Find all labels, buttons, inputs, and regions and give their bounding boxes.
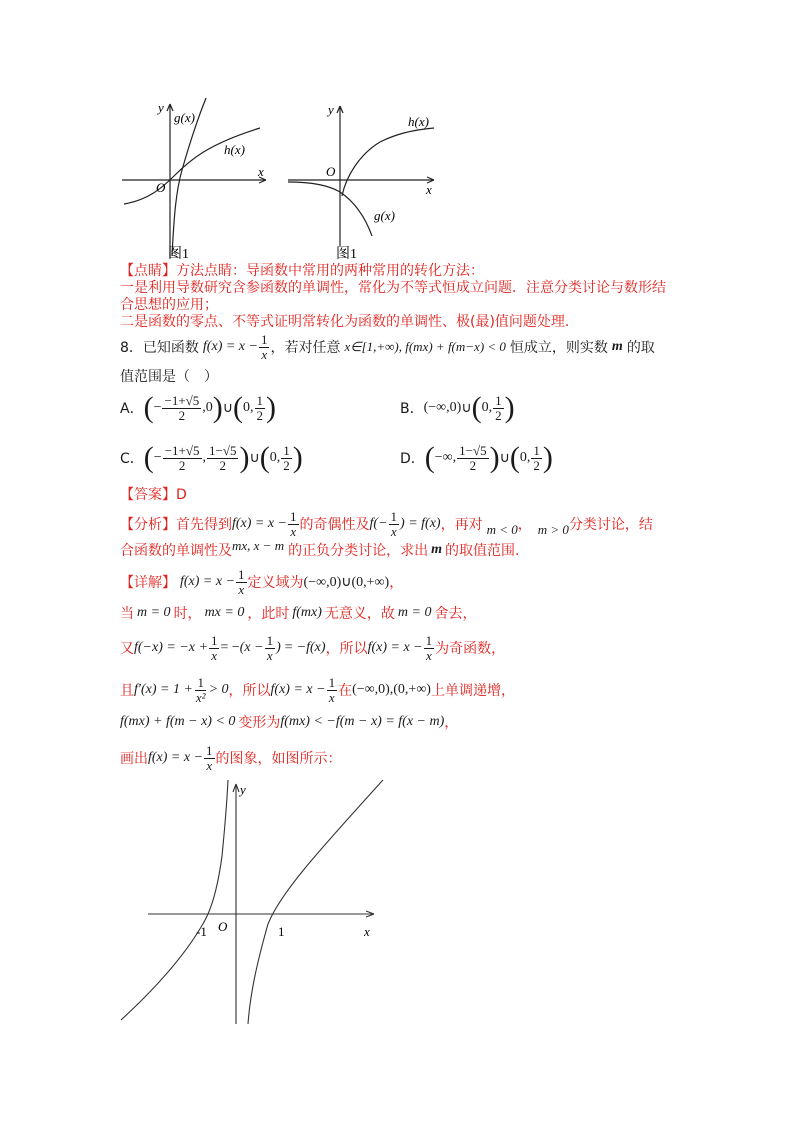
function-graph — [118, 776, 394, 1026]
figure-left — [118, 96, 288, 264]
h-curve — [124, 128, 260, 204]
analysis-line-1: 【分析】 首先得到 f(x) = x − $\frac{1}{x}$ 的奇偶性及 f(− $\frac{1}{x}$ ) = f(x) ，再对 m < 0 ， m > 0 分类讨论，结 — [120, 508, 653, 539]
fraction: $\frac{1}{2}$ — [495, 392, 502, 423]
fraction: $\frac{1}{x}$ — [260, 331, 268, 362]
fraction: $\frac{1-√5}{2}$ — [459, 442, 487, 473]
question-text: 恒成立，则实数 — [509, 340, 608, 356]
right-branch — [248, 780, 383, 1024]
x-label: x — [258, 164, 264, 179]
y-label: y — [158, 100, 164, 115]
question-text: ，若对任意 — [270, 340, 341, 356]
option-label: B． — [400, 401, 424, 417]
detail-line-6: 画出 f(x) = x − $\frac{1}{x}$ 的图象，如图所示： — [120, 742, 342, 773]
answer-line — [120, 484, 187, 504]
h-curve — [342, 128, 434, 196]
figure-caption: 图1 — [168, 247, 189, 262]
answer-label: 【答案】 — [120, 487, 176, 503]
question-text: 已知函数 — [142, 340, 199, 356]
left-branch — [121, 780, 228, 1020]
origin-label: O — [156, 180, 166, 195]
tick-neg1: -1 — [196, 924, 207, 939]
y-label: y — [240, 782, 246, 797]
function-expr: f(x) = x − — [202, 339, 258, 354]
question-text: 的取 — [626, 340, 655, 356]
option-label: A． — [120, 401, 144, 417]
h-label: h(x) — [224, 142, 245, 157]
detail-line-2: 当 m = 0 时， mx = 0 ，此时 f(mx) 无意义，故 m = 0 舍去， — [120, 605, 477, 622]
h-label: h(x) — [408, 114, 429, 129]
fraction: $\frac{1}{2}$ — [533, 442, 540, 473]
question-line-2: 值范围是（ ） — [120, 369, 218, 385]
g-curve — [288, 182, 372, 236]
g-label: g(x) — [374, 208, 395, 223]
fraction: $\frac{-1+√5}{2}$ — [164, 392, 200, 423]
variable-m: m — [611, 339, 623, 354]
figure-caption: 图1 — [336, 247, 357, 262]
question-number: 8． — [120, 340, 143, 356]
analysis-line-2: 合函数的单调性及 mx, x − m 的正负分类讨论，求出 m 的取值范围. — [120, 538, 520, 559]
option-c[interactable]: C． ( − $\frac{-1+√5}{2}$ , $\frac{1-√5}{2}$ ) ∪ ( 0, $\frac{1}{2}$ ) — [120, 441, 303, 474]
condition-expr: x∈[1,+∞), f(mx) + f(m−x) < 0 — [344, 339, 506, 354]
tip-line-3: 合思想的应用； — [120, 297, 218, 313]
tip-line-1: 【点睛】方法点睛：导函数中常用的两种常用的转化方法： — [120, 263, 484, 279]
fraction: $\frac{1}{2}$ — [256, 392, 264, 423]
x-label: x — [426, 182, 432, 197]
origin-label: O — [218, 919, 228, 934]
x-label: x — [364, 924, 370, 939]
y-label: y — [328, 102, 334, 117]
answer-value: D — [176, 487, 187, 503]
figure-right — [284, 96, 444, 264]
detail-line-3: 又 f(−x) = −x + $\frac{1}{x}$ = − (x − $\frac{1}{x}$ ) = −f(x) ，所以 f(x) = x − $\frac{1}{x}$ 为奇函数， — [120, 632, 506, 663]
tick-pos1: 1 — [278, 924, 285, 939]
fraction: $\frac{1-√5}{2}$ — [209, 442, 237, 473]
fraction: $\frac{1}{2}$ — [283, 442, 290, 473]
detail-line-5: f(mx) + f(m − x) < 0 变形为 f(mx) < −f(m − x) = f(x − m) ， — [120, 714, 459, 731]
detail-line-1: 【详解】 f(x) = x − $\frac{1}{x}$ 定义域为 (−∞,0)∪(0,+∞) ， — [120, 566, 404, 597]
option-a[interactable]: A． ( − $\frac{-1+√5}{2}$ ,0 ) ∪ ( 0, $\frac{1}{2}$ ) — [120, 391, 277, 424]
tip-line-2: 一是利用导数研究含参函数的单调性，常化为不等式恒成立问题．注意分类讨论与数形结 — [120, 280, 666, 296]
g-label: g(x) — [174, 110, 195, 125]
fraction: $\frac{-1+√5}{2}$ — [164, 442, 200, 473]
option-label: D． — [400, 451, 425, 467]
question-line-1 — [120, 330, 655, 364]
option-b[interactable]: B． (−∞,0) ∪ ( 0, $\frac{1}{2}$ ) — [400, 391, 515, 424]
detail-line-4: 且 f′(x) = 1 + $\frac{1}{\text{x²}}$ > 0 ，所以 f(x) = x − $\frac{1}{x}$ 在 (−∞,0),(0,+∞) 上单调递增， — [120, 674, 515, 705]
tip-line-4: 二是函数的零点、不等式证明常转化为函数的单调性、极(最)值问题处理． — [120, 314, 579, 330]
origin-label: O — [326, 164, 336, 179]
option-label: C． — [120, 451, 144, 467]
option-d[interactable]: D． ( −∞, $\frac{1-√5}{2}$ ) ∪ ( 0, $\frac{1}{2}$ ) — [400, 441, 553, 474]
